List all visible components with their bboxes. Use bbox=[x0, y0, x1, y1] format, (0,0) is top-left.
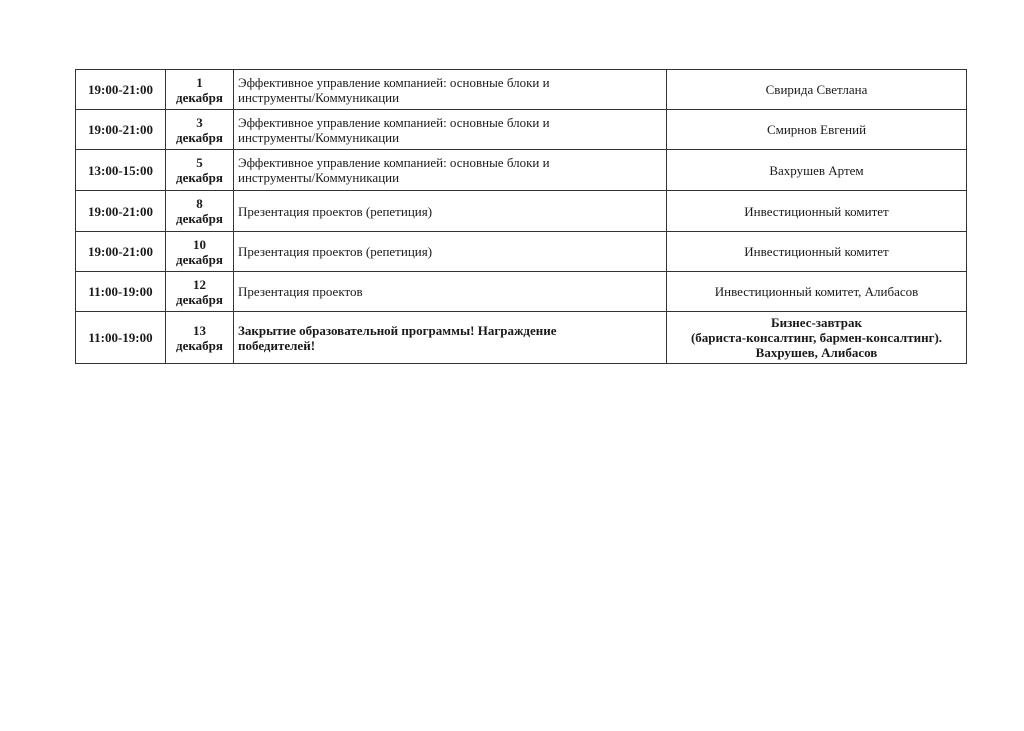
topic-cell bbox=[234, 232, 667, 272]
date-month: декабря bbox=[176, 89, 223, 105]
topic-cell bbox=[234, 150, 667, 191]
topic-line: Эффективное управление компанией: основные блоки и bbox=[238, 114, 550, 130]
topic-line: Презентация проектов bbox=[238, 284, 363, 299]
table-row bbox=[76, 150, 967, 191]
topic-line: победителей! bbox=[238, 337, 316, 353]
date-day: 10 bbox=[193, 236, 206, 252]
table-row bbox=[76, 110, 967, 150]
time-cell: 19:00-21:00 bbox=[76, 232, 166, 272]
date-month: декабря bbox=[176, 251, 223, 267]
topic-line: инструменты/Коммуникации bbox=[238, 170, 400, 185]
topic-line: Презентация проектов (репетиция) bbox=[238, 244, 433, 259]
date-month: декабря bbox=[176, 211, 223, 226]
date-cell bbox=[166, 232, 234, 272]
date-month: декабря bbox=[176, 291, 223, 307]
table-row bbox=[76, 70, 967, 110]
topic-cell bbox=[234, 110, 667, 150]
table-row bbox=[76, 312, 967, 364]
date-day: 5 bbox=[196, 155, 203, 170]
topic-line: Презентация проектов (репетиция) bbox=[238, 203, 433, 219]
topic-line: инструменты/Коммуникации bbox=[238, 89, 400, 105]
date-month: декабря bbox=[176, 170, 223, 185]
speaker-cell: Инвестиционный комитет bbox=[667, 232, 967, 272]
speaker-cell: Инвестиционный комитет bbox=[667, 191, 967, 232]
date-day: 1 bbox=[196, 74, 203, 90]
date-cell bbox=[166, 150, 234, 191]
date-month: декабря bbox=[176, 129, 223, 145]
topic-line: Закрытие образовательной программы! Награждение bbox=[238, 322, 557, 338]
speaker-line: (бариста-консалтинг, бармен-консалтинг). bbox=[690, 330, 943, 345]
speaker-cell bbox=[667, 312, 967, 364]
date-day: 3 bbox=[196, 114, 203, 130]
speaker-cell: Вахрушев Артем bbox=[667, 150, 967, 191]
topic-cell bbox=[234, 191, 667, 232]
topic-cell bbox=[234, 70, 667, 110]
date-cell bbox=[166, 312, 234, 364]
date-day: 12 bbox=[193, 276, 206, 292]
table-row bbox=[76, 191, 967, 232]
speaker-line: Бизнес-завтрак bbox=[770, 315, 862, 330]
table-row bbox=[76, 232, 967, 272]
date-cell bbox=[166, 70, 234, 110]
topic-cell bbox=[234, 312, 667, 364]
date-cell bbox=[166, 191, 234, 232]
topic-line: Эффективное управление компанией: основные блоки и bbox=[238, 74, 550, 90]
time-cell: 13:00-15:00 bbox=[76, 150, 166, 191]
speaker-cell: Свирида Светлана bbox=[667, 70, 967, 110]
time-cell: 11:00-19:00 bbox=[76, 312, 166, 364]
topic-line: инструменты/Коммуникации bbox=[238, 129, 400, 145]
time-cell: 19:00-21:00 bbox=[76, 110, 166, 150]
table-row bbox=[76, 272, 967, 312]
date-cell bbox=[166, 110, 234, 150]
speaker-cell: Смирнов Евгений bbox=[667, 110, 967, 150]
topic-cell bbox=[234, 272, 667, 312]
date-month: декабря bbox=[176, 337, 223, 353]
topic-line: Эффективное управление компанией: основные блоки и bbox=[238, 155, 550, 170]
speaker-cell: Инвестиционный комитет, Алибасов bbox=[667, 272, 967, 312]
time-cell: 19:00-21:00 bbox=[76, 70, 166, 110]
time-cell: 19:00-21:00 bbox=[76, 191, 166, 232]
date-cell bbox=[166, 272, 234, 312]
date-day: 13 bbox=[193, 322, 206, 338]
time-cell: 11:00-19:00 bbox=[76, 272, 166, 312]
speaker-line: Вахрушев, Алибасов bbox=[755, 345, 878, 360]
schedule-table bbox=[75, 69, 967, 364]
date-day: 8 bbox=[196, 196, 203, 211]
